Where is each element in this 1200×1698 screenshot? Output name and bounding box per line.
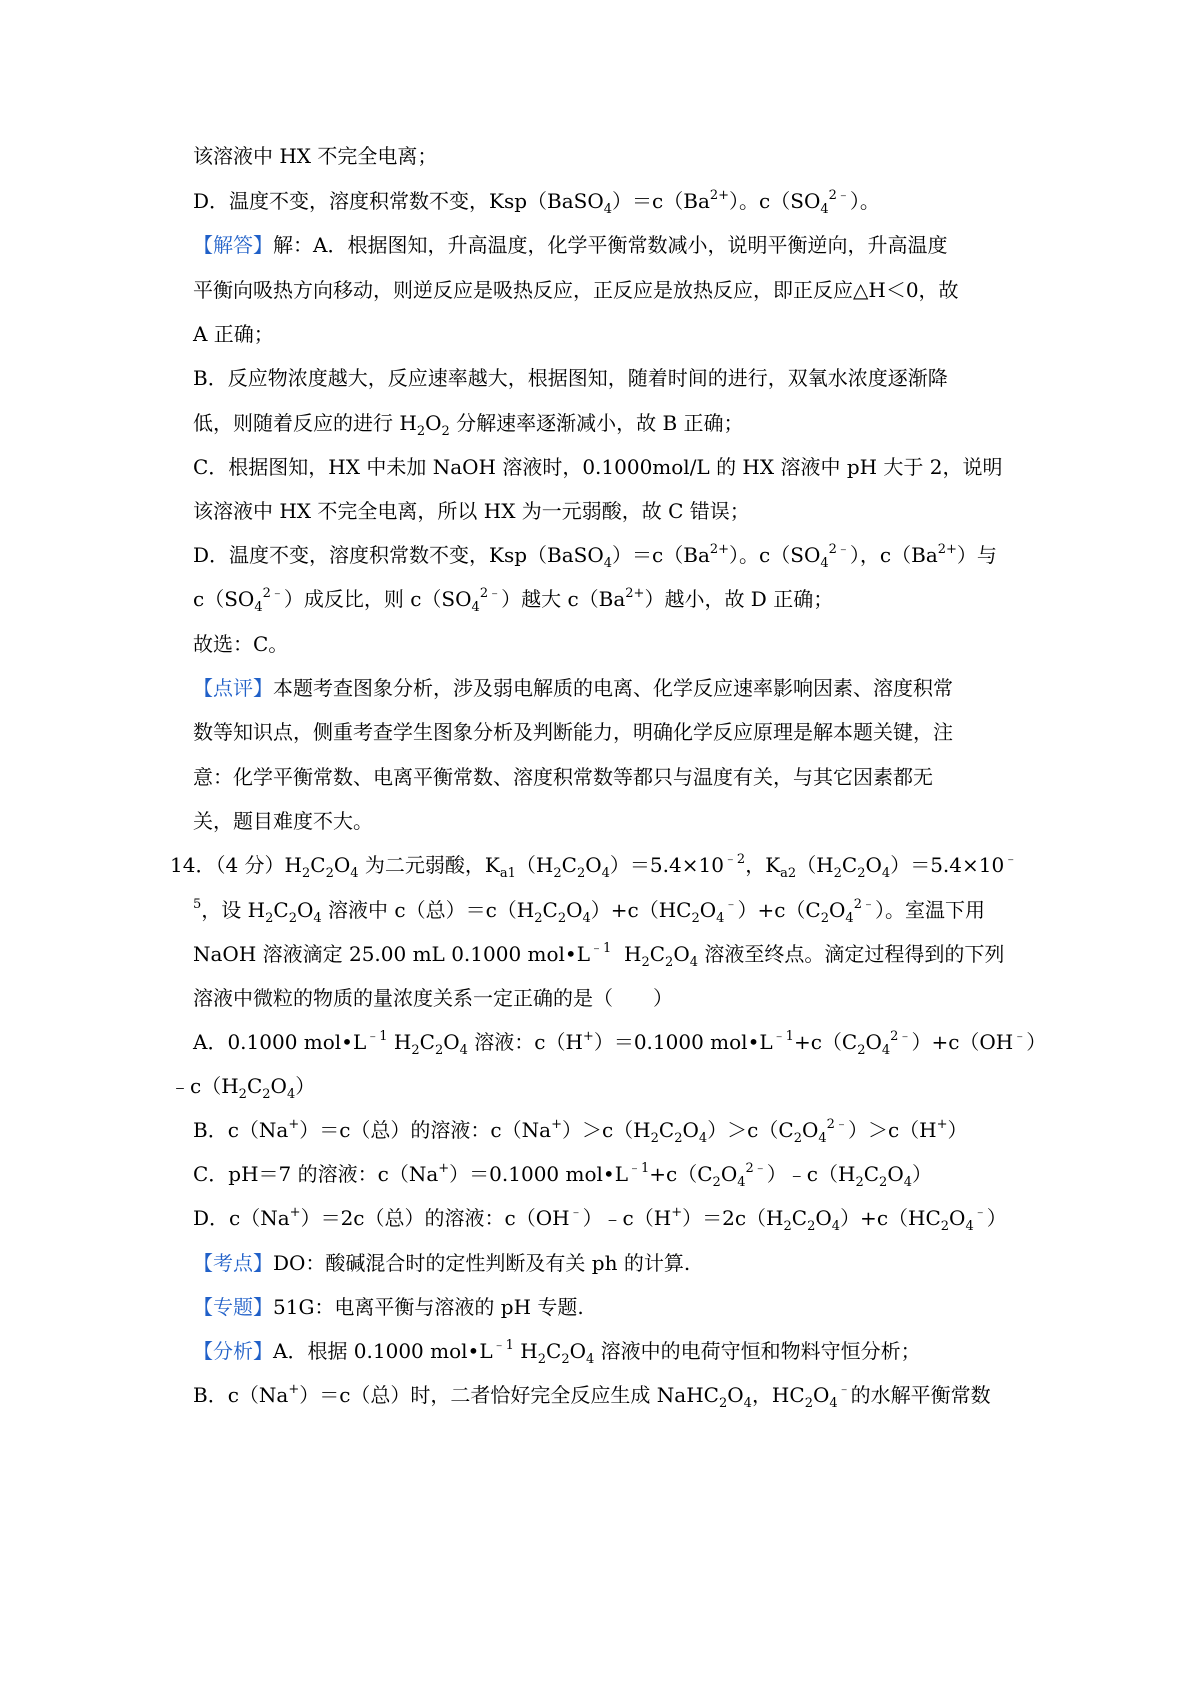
answer-line-3: A 正确；	[193, 322, 274, 346]
question-14-option-a: A．0.1000 $mol•L^{﹣1}$ $H_2C_2O_4$ 溶液：c（H+）＝0.1000 $mol•L^{﹣1}+c(C_2O_4^{2﹣})+c(OH^﹣)$	[193, 1029, 1047, 1058]
question-14-option-a-cont: $﹣c(H_2C_2O_4)$	[170, 1074, 316, 1102]
answer-line-c2: 该溶液中 HX 不完全电离，所以 HX 为一元弱酸，故 C 错误；	[193, 499, 750, 523]
kaodian-tag: 【考点】	[193, 1251, 273, 1275]
answer-line-d2: $c(SO_4^{2﹣})$成反比，则 $c(SO_4^{2﹣})$越大 $c(Ba^{2+})$越小，故 D 正确；	[193, 586, 834, 615]
answer-tag: 【解答】	[193, 233, 273, 257]
answer-line-1: 【解答】解：A．根据图知，升高温度，化学平衡常数减小，说明平衡逆向，升高温度	[193, 233, 948, 257]
zhuanti-line: 【专题】51G：电离平衡与溶液的 pH 专题.	[193, 1295, 584, 1319]
review-tag: 【点评】	[193, 676, 273, 700]
fenxi-line-1: 【分析】A．根据 0.1000 $mol•L^{﹣1}$ $H_2C_2O_4$ 溶液中的电荷守恒和物料守恒分析；	[193, 1338, 921, 1367]
question-14-line-4: 溶液中微粒的物质的量浓度关系一定正确的是（ ）	[193, 986, 673, 1010]
answer-line-2: 平衡向吸热方向移动，则逆反应是吸热反应，正反应是放热反应，即正反应△H＜0，故	[193, 278, 959, 302]
answer-choice: 故选：C。	[193, 632, 289, 656]
answer-line-d1: D．温度不变，溶度积常数不变，$Ksp(BaSO_4)=c(Ba^{2+})$。$c(SO_4^{2﹣})$，$c(Ba^{2+})$与	[193, 542, 997, 571]
question-14-line-2: $^5$，设 $H_2C_2O_4$ 溶液中 c（总）$=c(H_2C_2O_4)+c(HC_2O_4^﹣)+c(C_2O_4^{2﹣})$。室温下用	[193, 897, 985, 926]
question-14-line-1: 14．（4 分）$H_2C_2O_4$ 为二元弱酸，$K_{a1}(H_2C_2O_4)=5.4\times 10^{﹣2}$，$K_{a2}(H_2C_2O_4)=5.4\times 10^﹣$	[170, 852, 1018, 881]
answer-line-b1: B．反应物浓度越大，反应速率越大，根据图知，随着时间的进行，双氧水浓度逐渐降	[193, 366, 948, 390]
fenxi-line-2: B．c（Na+）＝c（总）时，二者恰好完全反应生成 $NaHC_2O_4$，$HC_2O_4^﹣$的水解平衡常数	[193, 1382, 991, 1411]
prev-line-1: 该溶液中 HX 不完全电离；	[193, 144, 438, 168]
review-line-1: 【点评】本题考查图象分析，涉及弱电解质的电离、化学反应速率影响因素、溶度积常	[193, 676, 953, 700]
prev-option-d: D．温度不变，溶度积常数不变，$Ksp(BaSO_4)=c(Ba^{2+})$。$c(SO_4^{2﹣})$。	[193, 188, 880, 217]
zhuanti-tag: 【专题】	[193, 1295, 273, 1319]
question-14-option-c: C．pH＝7 的溶液：c（Na+）＝0.1000 $mol•L^{﹣1}+c(C_2O_4^{2﹣})﹣c(H_2C_2O_4)$	[193, 1161, 933, 1190]
question-14-option-b: B．c（Na+）＝c（总）的溶液：$c(Na^+)>c(H_2C_2O_4)>c(C_2O_4^{2﹣})>c(H^+)$	[193, 1117, 968, 1146]
answer-line-b2: 低，则随着反应的进行 $H_2O_2$ 分解速率逐渐减小，故 B 正确；	[193, 411, 744, 439]
review-line-2: 数等知识点，侧重考查学生图象分析及判断能力，明确化学反应原理是解本题关键，注	[193, 720, 953, 744]
review-line-3: 意：化学平衡常数、电离平衡常数、溶度积常数等都只与温度有关，与其它因素都无	[193, 765, 933, 789]
question-14-option-d: D．c（Na+）＝2c（总）的溶液：$c(OH^﹣)﹣c(H^+)=2c(H_2C_2O_4)+c(HC_2O_4^﹣)$	[193, 1205, 1007, 1234]
fenxi-tag: 【分析】	[193, 1339, 273, 1363]
answer-line-c1: C．根据图知，HX 中未加 NaOH 溶液时，0.1000mol/L 的 HX 溶液中 pH 大于 2，说明	[193, 455, 1003, 479]
question-14-line-3: NaOH 溶液滴定 25.00 mL 0.1000 $mol•L^{﹣1}$ $H_2C_2O_4$ 溶液至终点。滴定过程得到的下列	[193, 941, 1005, 970]
review-line-4: 关，题目难度不大。	[193, 809, 373, 833]
kaodian-line: 【考点】DO：酸碱混合时的定性判断及有关 ph 的计算.	[193, 1251, 691, 1275]
